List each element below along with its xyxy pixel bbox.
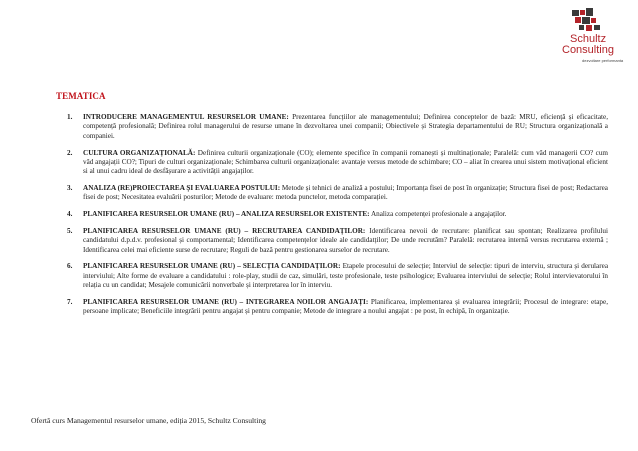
topic-text: Definirea culturii organizaționale (CO); elemente specifice în companii romanești și multinaționale; Paralelă: cum văd managerii CO? cum văd angajații CO?; Tipuri de culturi organizaționale; Schimbarea culturii organizaționale: avantaje versus metode de schimbare; CO – aliat în crearea unui sistem motivațional eficient si al unui cadru ideal de desfășurare a activității angajaților. [83, 148, 608, 176]
page-title: TEMATICA [56, 91, 106, 101]
topic-number: 3. [67, 184, 73, 193]
topic-text: Identificarea nevoii de recrutare: planificat sau spontan; Realizarea profilului candidatului d.p.d.v. profesional și comportamental; Identificarea competențelor ideale ale candidatților; De unde recrutăm? Paralelă: recrutarea internă versus recrutarea externă ; Identificarea celei mai eficiente surse de recrutare; Reguli de bază pentru gestionarea surselor de recrutare. [83, 226, 608, 254]
topic-text: Etapele procesului de selecție; Interviul de selecție: tipuri de interviu, structura și derularea interviului; Alte forme de evaluare a candidatului : role-play, studii de caz, simulări, teste profesionale, teste psihologice; Evaluarea interviului de selecție; Rolul intervievatorului în relația cu un candidat; Mesajele comunicării nonverbale și interpretarea lor în interviu. [83, 262, 609, 290]
logo-mark-icon [566, 8, 606, 34]
topic-number: 7. [67, 297, 73, 306]
topic-text: Analiza competenței profesionale a angajaților. [369, 210, 507, 219]
topic-item [56, 262, 608, 290]
logo-tagline: dezvoltare performanta [582, 58, 624, 63]
topic-number: 4. [67, 210, 73, 219]
topic-list [56, 113, 608, 324]
schultz-consulting-logo [562, 8, 628, 70]
topic-item [56, 113, 608, 141]
topic-number: 5. [67, 226, 73, 235]
topic-item [56, 210, 608, 219]
topic-heading: PLANIFICAREA RESURSELOR UMANE (RU) – INTEGRAREA NOILOR ANGAJAȚI: [83, 297, 369, 306]
topic-text: Planificarea, implementarea și evaluarea integrării; Procesul de integrare: etape, persoane implicate; Beneficiile integrării pentru angajat și pentru companie; Metode de integrare a noului angajat : pe post, în echipă, în organizație. [83, 297, 608, 316]
topic-text: Metode și tehnici de analiză a postului; Importanța fisei de post în organizație; Structura fisei de post; Redactarea fisei de post; Necesitatea evaluării posturilor; Metode de evaluare: metoda punctelor, metoda comparației. [83, 184, 608, 202]
topic-item [56, 149, 608, 177]
topic-text: Prezentarea funcțiilor ale managementului; Definirea conceptelor de bază: MRU, eficiență și eficacitate, competență profesională; Definirea rolul managerului de resurse umane în dezvoltarea unei companii; Obiectivele și Strategia departamentului de RU; Structura organizațională a companiei. [83, 113, 608, 140]
topic-item [56, 298, 608, 317]
topic-number: 6. [67, 262, 73, 271]
logo-line-1: Schultz [570, 33, 607, 45]
topic-heading: PLANIFICAREA RESURSELOR UMANE (RU) – ANALIZA RESURSELOR EXISTENTE: [83, 210, 370, 219]
topic-number: 2. [67, 148, 73, 157]
page-footer: Ofertă curs Managementul resurselor umane, ediția 2015, Schultz Consulting [31, 416, 266, 425]
topic-heading: INTRODUCERE MANAGEMENTUL RESURSELOR UMANE: [83, 113, 289, 121]
topic-heading: PLANIFICAREA RESURSELOR UMANE (RU) – SELECȚIA CANDIDAȚILOR: [83, 262, 341, 271]
topic-number: 1. [67, 113, 73, 121]
topic-heading: CULTURA ORGANIZAȚIONALĂ: [83, 148, 196, 157]
topic-item [56, 227, 608, 255]
logo-wordmark [562, 34, 628, 56]
topic-heading: PLANIFICAREA RESURSELOR UMANE (RU) – RECRUTAREA CANDIDAȚILOR: [83, 226, 366, 235]
topic-heading: ANALIZA (RE)PROIECTAREA ȘI EVALUAREA POSTULUI: [83, 184, 281, 193]
logo-line-2: Consulting [562, 44, 614, 56]
topic-item [56, 184, 608, 203]
